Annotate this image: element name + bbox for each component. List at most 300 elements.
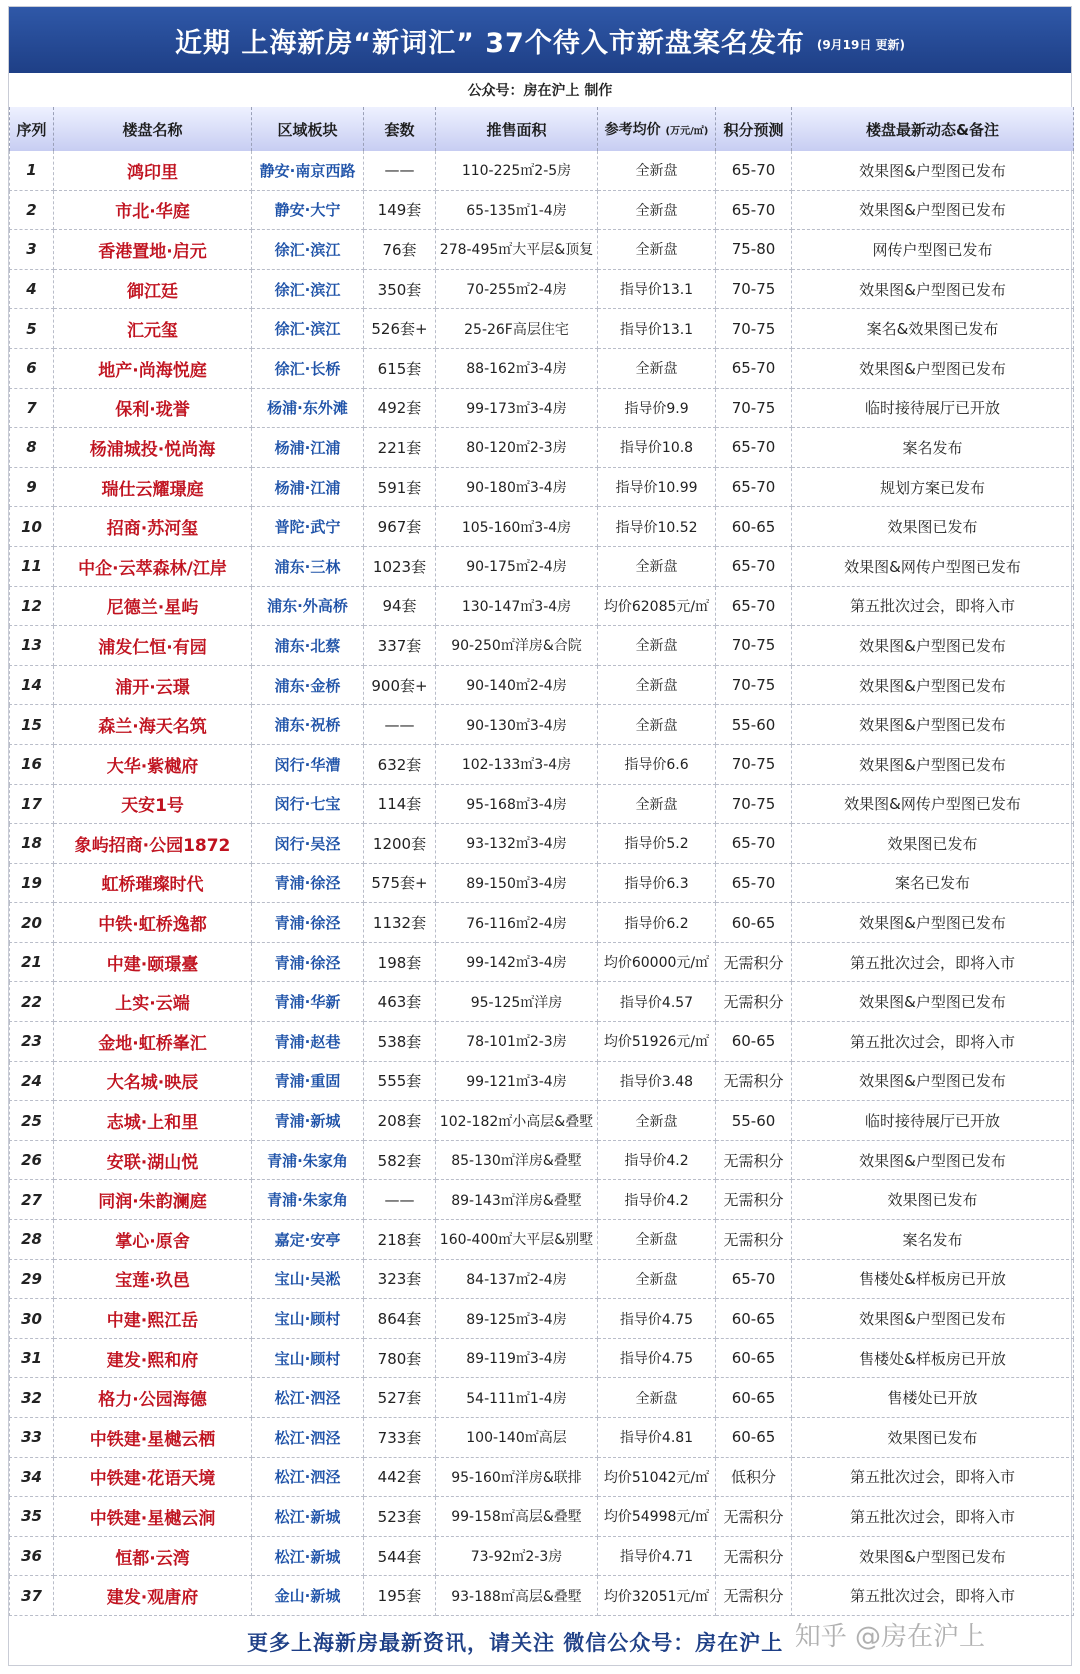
row-index: 35 xyxy=(10,1497,54,1537)
unit-count: 492套 xyxy=(364,388,436,428)
district: 青浦·徐泾 xyxy=(252,903,364,943)
size-range: 25-26F高层住宅 xyxy=(436,309,598,349)
project-name: 中铁建·星樾云栖 xyxy=(54,1418,252,1458)
district: 青浦·华新 xyxy=(252,982,364,1022)
row-index: 18 xyxy=(10,824,54,864)
district: 松江·泗泾 xyxy=(252,1418,364,1458)
size-range: 99-121㎡3-4房 xyxy=(436,1061,598,1101)
score-forecast: 无需积分 xyxy=(716,1180,792,1220)
size-range: 99-158㎡高层&叠墅 xyxy=(436,1497,598,1537)
table-row xyxy=(10,190,1074,230)
size-range: 65-135㎡1-4房 xyxy=(436,190,598,230)
col-header-price-unit: (万元/㎡) xyxy=(665,126,709,137)
district: 金山·新城 xyxy=(252,1576,364,1616)
row-index: 27 xyxy=(10,1180,54,1220)
size-range: 93-132㎡3-4房 xyxy=(436,824,598,864)
status-note: 效果图&户型图已发布 xyxy=(792,705,1074,745)
table-row xyxy=(10,665,1074,705)
score-forecast: 无需积分 xyxy=(716,1061,792,1101)
col-header-price-label: 参考均价 xyxy=(604,122,661,138)
status-note: 效果图&户型图已发布 xyxy=(792,1536,1074,1576)
unit-count: 198套 xyxy=(364,942,436,982)
status-note: 规划方案已发布 xyxy=(792,467,1074,507)
status-note: 效果图&户型图已发布 xyxy=(792,1140,1074,1180)
row-index: 1 xyxy=(10,151,54,190)
size-range: 99-173㎡3-4房 xyxy=(436,388,598,428)
table-row xyxy=(10,151,1074,190)
table-row xyxy=(10,1022,1074,1062)
district: 青浦·赵巷 xyxy=(252,1022,364,1062)
row-index: 26 xyxy=(10,1140,54,1180)
reference-price: 指导价13.1 xyxy=(598,269,716,309)
row-index: 3 xyxy=(10,230,54,270)
footer-text: 更多上海新房最新资讯，请关注 微信公众号：房在沪上 xyxy=(247,1630,784,1655)
unit-count: 582套 xyxy=(364,1140,436,1180)
project-name: 掌心·原舍 xyxy=(54,1220,252,1260)
row-index: 6 xyxy=(10,348,54,388)
reference-price: 指导价4.75 xyxy=(598,1299,716,1339)
unit-count: 94套 xyxy=(364,586,436,626)
row-index: 16 xyxy=(10,744,54,784)
reference-price: 全新盘 xyxy=(598,665,716,705)
score-forecast: 70-75 xyxy=(716,784,792,824)
score-forecast: 60-65 xyxy=(716,1378,792,1418)
reference-price: 全新盘 xyxy=(598,546,716,586)
row-index: 21 xyxy=(10,942,54,982)
status-note: 临时接待展厅已开放 xyxy=(792,1101,1074,1141)
reference-price: 指导价6.6 xyxy=(598,744,716,784)
score-forecast: 65-70 xyxy=(716,546,792,586)
district: 青浦·徐泾 xyxy=(252,863,364,903)
status-note: 效果图&户型图已发布 xyxy=(792,665,1074,705)
size-range: 76-116㎡2-4房 xyxy=(436,903,598,943)
reference-price: 均价51926元/㎡ xyxy=(598,1022,716,1062)
table-row xyxy=(10,824,1074,864)
size-range: 95-168㎡3-4房 xyxy=(436,784,598,824)
project-name: 香港置地·启元 xyxy=(54,230,252,270)
size-range: 78-101㎡2-3房 xyxy=(436,1022,598,1062)
status-note: 效果图&户型图已发布 xyxy=(792,903,1074,943)
district: 杨浦·江浦 xyxy=(252,467,364,507)
reference-price: 全新盘 xyxy=(598,705,716,745)
project-name: 瑞仕云耀璟庭 xyxy=(54,467,252,507)
score-forecast: 70-75 xyxy=(716,626,792,666)
district: 松江·新城 xyxy=(252,1497,364,1537)
score-forecast: 60-65 xyxy=(716,903,792,943)
score-forecast: 65-70 xyxy=(716,190,792,230)
reference-price: 指导价5.2 xyxy=(598,824,716,864)
status-note: 效果图已发布 xyxy=(792,1180,1074,1220)
unit-count: 538套 xyxy=(364,1022,436,1062)
project-name: 建发·观唐府 xyxy=(54,1576,252,1616)
project-name: 浦开·云璟 xyxy=(54,665,252,705)
reference-price: 指导价4.57 xyxy=(598,982,716,1022)
reference-price: 指导价10.52 xyxy=(598,507,716,547)
size-range: 73-92㎡2-3房 xyxy=(436,1536,598,1576)
score-forecast: 60-65 xyxy=(716,1338,792,1378)
unit-count: 350套 xyxy=(364,269,436,309)
size-range: 88-162㎡3-4房 xyxy=(436,348,598,388)
size-range: 80-120㎡2-3房 xyxy=(436,428,598,468)
table-row xyxy=(10,388,1074,428)
col-header-area: 区域板块 xyxy=(252,107,364,151)
unit-count: 555套 xyxy=(364,1061,436,1101)
district: 徐汇·滨江 xyxy=(252,309,364,349)
score-forecast: 65-70 xyxy=(716,863,792,903)
score-forecast: 70-75 xyxy=(716,388,792,428)
unit-count: 195套 xyxy=(364,1576,436,1616)
status-note: 效果图&户型图已发布 xyxy=(792,151,1074,190)
score-forecast: 60-65 xyxy=(716,1418,792,1458)
size-range: 90-180㎡3-4房 xyxy=(436,467,598,507)
status-note: 网传户型图已发布 xyxy=(792,230,1074,270)
table-row xyxy=(10,309,1074,349)
table-row xyxy=(10,1457,1074,1497)
district: 徐汇·滨江 xyxy=(252,269,364,309)
project-name: 市北·华庭 xyxy=(54,190,252,230)
score-forecast: 70-75 xyxy=(716,309,792,349)
size-range: 90-175㎡2-4房 xyxy=(436,546,598,586)
unit-count: 523套 xyxy=(364,1497,436,1537)
score-forecast: 65-70 xyxy=(716,151,792,190)
district: 青浦·重固 xyxy=(252,1061,364,1101)
district: 宝山·顾村 xyxy=(252,1299,364,1339)
unit-count: —— xyxy=(364,1180,436,1220)
row-index: 20 xyxy=(10,903,54,943)
table-row xyxy=(10,428,1074,468)
table-row xyxy=(10,784,1074,824)
size-range: 93-188㎡高层&叠墅 xyxy=(436,1576,598,1616)
project-name: 中企·云萃森林/江岸 xyxy=(54,546,252,586)
unit-count: 526套+ xyxy=(364,309,436,349)
reference-price: 全新盘 xyxy=(598,151,716,190)
score-forecast: 60-65 xyxy=(716,507,792,547)
district: 宝山·顾村 xyxy=(252,1338,364,1378)
row-index: 14 xyxy=(10,665,54,705)
district: 嘉定·安亭 xyxy=(252,1220,364,1260)
unit-count: 442套 xyxy=(364,1457,436,1497)
table-row xyxy=(10,863,1074,903)
row-index: 37 xyxy=(10,1576,54,1616)
col-header-size: 推售面积 xyxy=(436,107,598,151)
reference-price: 指导价4.81 xyxy=(598,1418,716,1458)
district: 闵行·华漕 xyxy=(252,744,364,784)
table-row xyxy=(10,1418,1074,1458)
district: 青浦·新城 xyxy=(252,1101,364,1141)
row-index: 22 xyxy=(10,982,54,1022)
status-note: 案名发布 xyxy=(792,428,1074,468)
project-name: 虹桥璀璨时代 xyxy=(54,863,252,903)
table-row xyxy=(10,1220,1074,1260)
reference-price: 全新盘 xyxy=(598,1101,716,1141)
project-name: 金地·虹桥峯汇 xyxy=(54,1022,252,1062)
reference-price: 指导价4.71 xyxy=(598,1536,716,1576)
row-index: 10 xyxy=(10,507,54,547)
district: 浦东·外高桥 xyxy=(252,586,364,626)
reference-price: 全新盘 xyxy=(598,626,716,666)
table-row xyxy=(10,348,1074,388)
reference-price: 指导价9.9 xyxy=(598,388,716,428)
project-name: 杨浦城投·悦尚海 xyxy=(54,428,252,468)
project-name: 招商·苏河玺 xyxy=(54,507,252,547)
district: 浦东·金桥 xyxy=(252,665,364,705)
project-name: 宝莲·玖邑 xyxy=(54,1259,252,1299)
reference-price: 指导价6.2 xyxy=(598,903,716,943)
unit-count: 544套 xyxy=(364,1536,436,1576)
district: 浦东·北蔡 xyxy=(252,626,364,666)
row-index: 17 xyxy=(10,784,54,824)
page-title: 近期 上海新房“新词汇” 37个待入市新盘案名发布 xyxy=(174,27,805,59)
row-index: 23 xyxy=(10,1022,54,1062)
score-forecast: 无需积分 xyxy=(716,1576,792,1616)
district: 浦东·三林 xyxy=(252,546,364,586)
district: 浦东·祝桥 xyxy=(252,705,364,745)
score-forecast: 65-70 xyxy=(716,348,792,388)
row-index: 19 xyxy=(10,863,54,903)
size-range: 102-182㎡小高层&叠墅 xyxy=(436,1101,598,1141)
project-name: 中铁·虹桥逸都 xyxy=(54,903,252,943)
row-index: 15 xyxy=(10,705,54,745)
district: 宝山·吴淞 xyxy=(252,1259,364,1299)
district: 杨浦·江浦 xyxy=(252,428,364,468)
row-index: 30 xyxy=(10,1299,54,1339)
district: 徐汇·滨江 xyxy=(252,230,364,270)
reference-price: 均价54998元/㎡ xyxy=(598,1497,716,1537)
size-range: 99-142㎡3-4房 xyxy=(436,942,598,982)
size-range: 54-111㎡1-4房 xyxy=(436,1378,598,1418)
district: 静安·南京西路 xyxy=(252,151,364,190)
status-note: 第五批次过会，即将入市 xyxy=(792,1457,1074,1497)
unit-count: 323套 xyxy=(364,1259,436,1299)
row-index: 12 xyxy=(10,586,54,626)
size-range: 95-160㎡洋房&联排 xyxy=(436,1457,598,1497)
unit-count: 632套 xyxy=(364,744,436,784)
project-name: 保利·珑誉 xyxy=(54,388,252,428)
score-forecast: 60-65 xyxy=(716,1022,792,1062)
district: 闵行·吴泾 xyxy=(252,824,364,864)
table-row xyxy=(10,1299,1074,1339)
table-row xyxy=(10,1180,1074,1220)
reference-price: 全新盘 xyxy=(598,230,716,270)
table-row xyxy=(10,626,1074,666)
project-name: 御江廷 xyxy=(54,269,252,309)
unit-count: 591套 xyxy=(364,467,436,507)
project-name: 尼德兰·星屿 xyxy=(54,586,252,626)
status-note: 第五批次过会，即将入市 xyxy=(792,1022,1074,1062)
score-forecast: 55-60 xyxy=(716,705,792,745)
project-name: 汇元玺 xyxy=(54,309,252,349)
table-row xyxy=(10,1536,1074,1576)
title-bar xyxy=(9,7,1071,73)
row-index: 24 xyxy=(10,1061,54,1101)
table-row xyxy=(10,1576,1074,1616)
status-note: 效果图&户型图已发布 xyxy=(792,190,1074,230)
score-forecast: 无需积分 xyxy=(716,982,792,1022)
score-forecast: 55-60 xyxy=(716,1101,792,1141)
table-body xyxy=(10,151,1074,1615)
watermark: 知乎 @房在沪上 xyxy=(794,1622,985,1652)
col-header-note: 楼盘最新动态&备注 xyxy=(792,107,1074,151)
score-forecast: 70-75 xyxy=(716,744,792,784)
size-range: 84-137㎡2-4房 xyxy=(436,1259,598,1299)
row-index: 33 xyxy=(10,1418,54,1458)
project-name: 中建·颐璟臺 xyxy=(54,942,252,982)
unit-count: 1200套 xyxy=(364,824,436,864)
status-note: 效果图&网传户型图已发布 xyxy=(792,784,1074,824)
project-name: 地产·尚海悦庭 xyxy=(54,348,252,388)
district: 静安·大宁 xyxy=(252,190,364,230)
unit-count: 149套 xyxy=(364,190,436,230)
table-row xyxy=(10,1497,1074,1537)
reference-price: 全新盘 xyxy=(598,1220,716,1260)
score-forecast: 75-80 xyxy=(716,230,792,270)
unit-count: 900套+ xyxy=(364,665,436,705)
unit-count: 463套 xyxy=(364,982,436,1022)
size-range: 100-140㎡高层 xyxy=(436,1418,598,1458)
size-range: 89-119㎡3-4房 xyxy=(436,1338,598,1378)
status-note: 第五批次过会，即将入市 xyxy=(792,942,1074,982)
table-row xyxy=(10,1140,1074,1180)
project-name: 格力·公园海德 xyxy=(54,1378,252,1418)
row-index: 7 xyxy=(10,388,54,428)
table-header-row xyxy=(10,107,1074,151)
reference-price: 指导价4.2 xyxy=(598,1180,716,1220)
score-forecast: 无需积分 xyxy=(716,1497,792,1537)
reference-price: 全新盘 xyxy=(598,1378,716,1418)
size-range: 85-130㎡洋房&叠墅 xyxy=(436,1140,598,1180)
status-note: 售楼处已开放 xyxy=(792,1378,1074,1418)
status-note: 第五批次过会，即将入市 xyxy=(792,1576,1074,1616)
status-note: 第五批次过会，即将入市 xyxy=(792,586,1074,626)
status-note: 案名&效果图已发布 xyxy=(792,309,1074,349)
unit-count: 615套 xyxy=(364,348,436,388)
row-index: 32 xyxy=(10,1378,54,1418)
row-index: 28 xyxy=(10,1220,54,1260)
table-row xyxy=(10,744,1074,784)
row-index: 2 xyxy=(10,190,54,230)
district: 青浦·朱家角 xyxy=(252,1180,364,1220)
score-forecast: 60-65 xyxy=(716,1299,792,1339)
table-row xyxy=(10,230,1074,270)
size-range: 95-125㎡洋房 xyxy=(436,982,598,1022)
status-note: 效果图&户型图已发布 xyxy=(792,626,1074,666)
table-row xyxy=(10,586,1074,626)
district: 徐汇·长桥 xyxy=(252,348,364,388)
project-name: 志城·上和里 xyxy=(54,1101,252,1141)
reference-price: 全新盘 xyxy=(598,348,716,388)
table-row xyxy=(10,942,1074,982)
unit-count: 1023套 xyxy=(364,546,436,586)
project-name: 上实·云端 xyxy=(54,982,252,1022)
status-note: 临时接待展厅已开放 xyxy=(792,388,1074,428)
row-index: 9 xyxy=(10,467,54,507)
table-row xyxy=(10,1378,1074,1418)
row-index: 8 xyxy=(10,428,54,468)
unit-count: 527套 xyxy=(364,1378,436,1418)
status-note: 效果图已发布 xyxy=(792,507,1074,547)
district: 松江·泗泾 xyxy=(252,1457,364,1497)
reference-price: 全新盘 xyxy=(598,1259,716,1299)
reference-price: 指导价4.2 xyxy=(598,1140,716,1180)
status-note: 效果图&户型图已发布 xyxy=(792,744,1074,784)
size-range: 160-400㎡大平层&别墅 xyxy=(436,1220,598,1260)
unit-count: 967套 xyxy=(364,507,436,547)
row-index: 34 xyxy=(10,1457,54,1497)
project-name: 安联·湖山悦 xyxy=(54,1140,252,1180)
row-index: 31 xyxy=(10,1338,54,1378)
table-row xyxy=(10,1259,1074,1299)
row-index: 36 xyxy=(10,1536,54,1576)
col-header-score: 积分预测 xyxy=(716,107,792,151)
status-note: 第五批次过会，即将入市 xyxy=(792,1497,1074,1537)
project-name: 象屿招商·公园1872 xyxy=(54,824,252,864)
table-row xyxy=(10,903,1074,943)
unit-count: 864套 xyxy=(364,1299,436,1339)
size-range: 90-140㎡2-4房 xyxy=(436,665,598,705)
district: 青浦·徐泾 xyxy=(252,942,364,982)
unit-count: 114套 xyxy=(364,784,436,824)
status-note: 案名已发布 xyxy=(792,863,1074,903)
reference-price: 指导价6.3 xyxy=(598,863,716,903)
unit-count: 208套 xyxy=(364,1101,436,1141)
reference-price: 指导价4.75 xyxy=(598,1338,716,1378)
score-forecast: 70-75 xyxy=(716,269,792,309)
unit-count: 1132套 xyxy=(364,903,436,943)
status-note: 效果图&户型图已发布 xyxy=(792,1299,1074,1339)
project-name: 森兰·海天名筑 xyxy=(54,705,252,745)
table-row xyxy=(10,507,1074,547)
score-forecast: 无需积分 xyxy=(716,942,792,982)
unit-count: 218套 xyxy=(364,1220,436,1260)
col-header-name: 楼盘名称 xyxy=(54,107,252,151)
district: 松江·新城 xyxy=(252,1536,364,1576)
reference-price: 全新盘 xyxy=(598,190,716,230)
reference-price: 均价60000元/㎡ xyxy=(598,942,716,982)
reference-price: 均价51042元/㎡ xyxy=(598,1457,716,1497)
district: 杨浦·东外滩 xyxy=(252,388,364,428)
status-note: 案名发布 xyxy=(792,1220,1074,1260)
size-range: 90-130㎡3-4房 xyxy=(436,705,598,745)
status-note: 售楼处&样板房已开放 xyxy=(792,1338,1074,1378)
district: 松江·泗泾 xyxy=(252,1378,364,1418)
unit-count: 76套 xyxy=(364,230,436,270)
project-name: 天安1号 xyxy=(54,784,252,824)
score-forecast: 无需积分 xyxy=(716,1536,792,1576)
reference-price: 指导价10.99 xyxy=(598,467,716,507)
score-forecast: 无需积分 xyxy=(716,1140,792,1180)
table-row xyxy=(10,1338,1074,1378)
table-row xyxy=(10,1101,1074,1141)
size-range: 105-160㎡3-4房 xyxy=(436,507,598,547)
unit-count: 221套 xyxy=(364,428,436,468)
row-index: 5 xyxy=(10,309,54,349)
size-range: 89-150㎡3-4房 xyxy=(436,863,598,903)
subtitle: 公众号：房在沪上 制作 xyxy=(467,83,613,99)
unit-count: 733套 xyxy=(364,1418,436,1458)
status-note: 效果图&户型图已发布 xyxy=(792,348,1074,388)
project-name: 鸿印里 xyxy=(54,151,252,190)
project-name: 建发·熙和府 xyxy=(54,1338,252,1378)
project-name: 中建·熙江岳 xyxy=(54,1299,252,1339)
table-row xyxy=(10,546,1074,586)
reference-price: 指导价10.8 xyxy=(598,428,716,468)
update-note: (9月19日 更新) xyxy=(816,37,906,52)
score-forecast: 65-70 xyxy=(716,467,792,507)
score-forecast: 65-70 xyxy=(716,428,792,468)
score-forecast: 65-70 xyxy=(716,586,792,626)
row-index: 13 xyxy=(10,626,54,666)
district: 闵行·七宝 xyxy=(252,784,364,824)
